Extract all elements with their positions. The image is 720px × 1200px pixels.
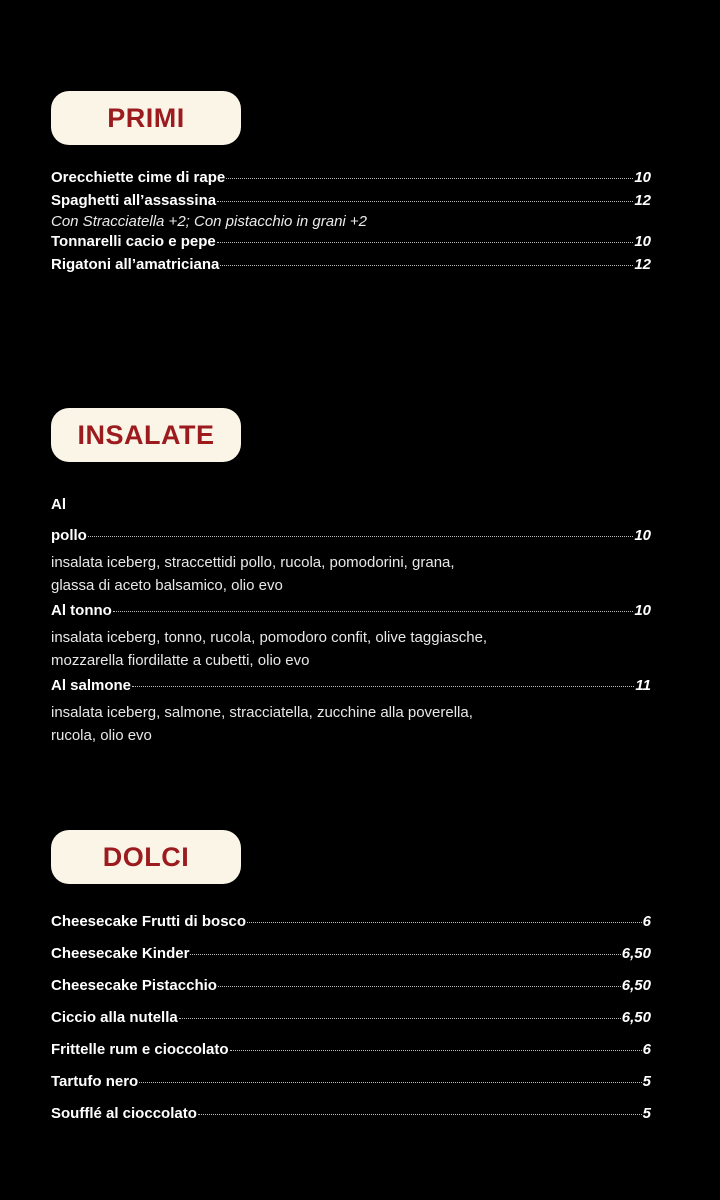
item-price: 6 <box>642 913 651 930</box>
item-name: Al salmone <box>51 677 132 694</box>
item-name: Frittelle rum e cioccolato <box>51 1041 229 1058</box>
item-price: 5 <box>642 1073 651 1090</box>
primi-list <box>51 169 651 274</box>
menu-item <box>51 602 651 620</box>
menu-item <box>51 1073 651 1091</box>
dot-leader <box>139 1082 641 1083</box>
item-name: Soufflé al cioccolato <box>51 1105 197 1122</box>
description-line: insalata iceberg, salmone, stracciatella, zucchine alla poverella, <box>51 704 473 721</box>
description-line: insalata iceberg, tonno, rucola, pomodoro confit, olive taggiasche, <box>51 629 488 646</box>
section-title-insalate: INSALATE <box>51 408 241 462</box>
description-line: glassa di aceto balsamico, olio evo <box>51 577 283 594</box>
dolci-list <box>51 913 651 1123</box>
item-price: 10 <box>634 602 651 619</box>
item-price: 6,50 <box>621 945 651 962</box>
item-price: 6,50 <box>621 1009 651 1026</box>
item-price: 5 <box>642 1105 651 1122</box>
dot-leader <box>220 265 633 266</box>
item-name: pollo <box>51 527 87 544</box>
menu-item <box>51 977 651 995</box>
menu-item <box>51 1105 651 1123</box>
description-line: mozzarella fiordilatte a cubetti, olio evo <box>51 652 310 669</box>
item-price: 6,50 <box>621 977 651 994</box>
item-price: 10 <box>634 169 651 186</box>
item-price: 12 <box>634 192 651 209</box>
item-name: Al tonno <box>51 602 112 619</box>
description-line: insalata iceberg, straccettidi pollo, rucola, pomodorini, grana, <box>51 554 455 571</box>
dot-leader <box>230 1050 642 1051</box>
description-line: rucola, olio evo <box>51 727 152 744</box>
item-name: Tartufo nero <box>51 1073 139 1090</box>
dot-leader <box>218 986 621 987</box>
item-price: 11 <box>635 677 651 694</box>
item-price: 10 <box>634 527 651 544</box>
dot-leader <box>88 536 633 537</box>
menu-item <box>51 256 651 274</box>
section-title-dolci: DOLCI <box>51 830 241 884</box>
menu-item <box>51 233 651 251</box>
item-name: Tonnarelli cacio e pepe <box>51 233 216 250</box>
menu-item <box>51 945 651 963</box>
dot-leader <box>247 922 642 923</box>
item-name: Cheesecake Frutti di bosco <box>51 913 247 930</box>
dot-leader <box>198 1114 642 1115</box>
item-name: Rigatoni all’amatriciana <box>51 256 220 273</box>
item-description <box>51 701 571 747</box>
menu-item <box>51 677 651 695</box>
item-name: Spaghetti all’assassina <box>51 192 217 209</box>
dot-leader <box>217 201 633 202</box>
dot-leader <box>190 954 620 955</box>
menu-item <box>51 1009 651 1027</box>
menu-item <box>51 527 651 545</box>
dot-leader <box>179 1018 621 1019</box>
item-name: Cheesecake Kinder <box>51 945 190 962</box>
item-name: Ciccio alla nutella <box>51 1009 178 1026</box>
menu-item <box>51 169 651 187</box>
dot-leader <box>113 611 633 612</box>
menu-item <box>51 192 651 210</box>
menu-item <box>51 1041 651 1059</box>
item-name: Orecchiette cime di rape <box>51 169 226 186</box>
item-note: Con Stracciatella +2; Con pistacchio in grani +2 <box>51 213 368 230</box>
section-title-primi: PRIMI <box>51 91 241 145</box>
insalate-list <box>51 496 651 747</box>
dot-leader <box>226 178 633 179</box>
item-name: Cheesecake Pistacchio <box>51 977 217 994</box>
dot-leader <box>217 242 634 243</box>
item-name-prefix: Al <box>51 496 66 513</box>
item-description <box>51 626 571 672</box>
dot-leader <box>132 686 634 687</box>
item-price: 6 <box>642 1041 651 1058</box>
item-price: 12 <box>634 256 651 273</box>
item-price: 10 <box>634 233 651 250</box>
item-description <box>51 551 571 597</box>
menu-item <box>51 913 651 931</box>
